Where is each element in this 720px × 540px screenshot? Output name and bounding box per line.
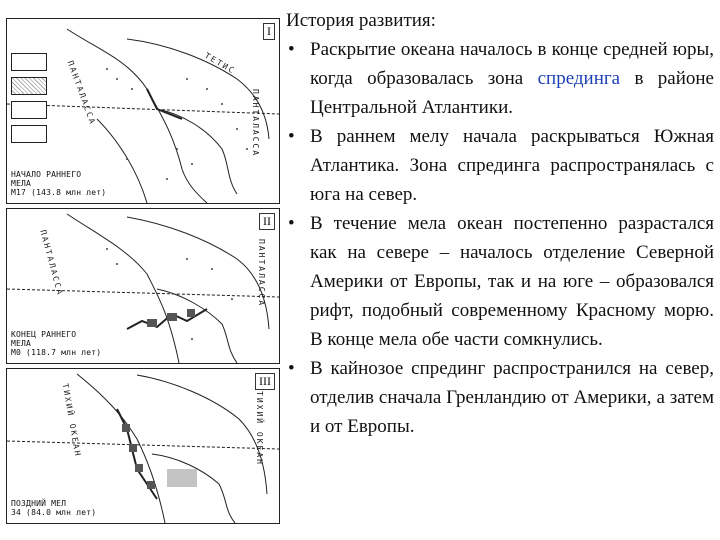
age-line: ПОЗДНИЙ МЕЛ [11, 499, 67, 508]
paleomaps-panel [6, 0, 282, 540]
paleomap-3 [6, 368, 280, 524]
map-1-age [11, 170, 106, 197]
age-line: 34 (84.0 млн лет) [11, 508, 97, 517]
history-bullet-4 [286, 354, 714, 441]
map-2-age [11, 330, 101, 357]
history-bullet-2 [286, 122, 714, 209]
paleomap-1 [6, 18, 280, 204]
ocean-label-panthalassa-2: ПАНТАЛАССА [257, 239, 266, 308]
legend-swatch-3 [11, 101, 47, 119]
legend-swatch-2 [11, 77, 47, 95]
ocean-label-panthalassa: ПАНТАЛАССА [38, 228, 65, 298]
age-line: КОНЕЦ РАННЕГО [11, 330, 77, 339]
ocean-label-tethys: ТЕТИС [203, 51, 238, 76]
history-bullet-1 [286, 35, 714, 122]
legend-swatch-1 [11, 53, 47, 71]
ocean-label-panthalassa: ПАНТАЛАССА [65, 59, 98, 127]
highlight-term: спрединга [537, 68, 621, 89]
bullet-text: В течение мела океан постепенно разрастался как на севере – началось отделение Северной Америки от Европы, так и на юге – образовался рифт, подобный современному Красному морю. В конце мела обе части сомкнулись. [310, 213, 714, 350]
legend-swatch-4 [11, 125, 47, 143]
map-2-number: II [259, 213, 275, 230]
ocean-label-pacific-2: ТИХИЙ ОКЕАН [255, 391, 264, 466]
paleomap-2 [6, 208, 280, 364]
bullet-text: в районе Центральной Атлантики. [310, 68, 714, 118]
map-legend [11, 53, 57, 149]
map-3-number: III [255, 373, 275, 390]
history-list [286, 35, 714, 441]
map-3-age [11, 499, 96, 517]
age-line: M0 (118.7 млн лет) [11, 348, 102, 357]
history-heading: История развития: [286, 10, 436, 31]
age-line: МЕЛА [11, 339, 32, 348]
ocean-label-pacific: ТИХИЙ ОКЕАН [60, 382, 83, 459]
ocean-label-panthalassa-2: ПАНТАЛАССА [251, 89, 260, 158]
history-bullet-3 [286, 209, 714, 354]
bullet-text: В раннем мелу начала раскрываться Южная Атлантика. Зона спрединга распространялась с юга на север. [310, 126, 714, 205]
map-1-number: I [263, 23, 275, 40]
age-line: M17 (143.8 млн лет) [11, 188, 107, 197]
age-line: НАЧАЛО РАННЕГО [11, 170, 82, 179]
bullet-text: Раскрытие океана началось в конце средней юры, когда образовалась зона [310, 39, 714, 89]
bullet-text: В кайнозое спрединг распространился на север, отделив сначала Гренландию от Америки, а затем и от Европы. [310, 358, 714, 437]
age-line: МЕЛА [11, 179, 32, 188]
history-text [286, 6, 714, 441]
